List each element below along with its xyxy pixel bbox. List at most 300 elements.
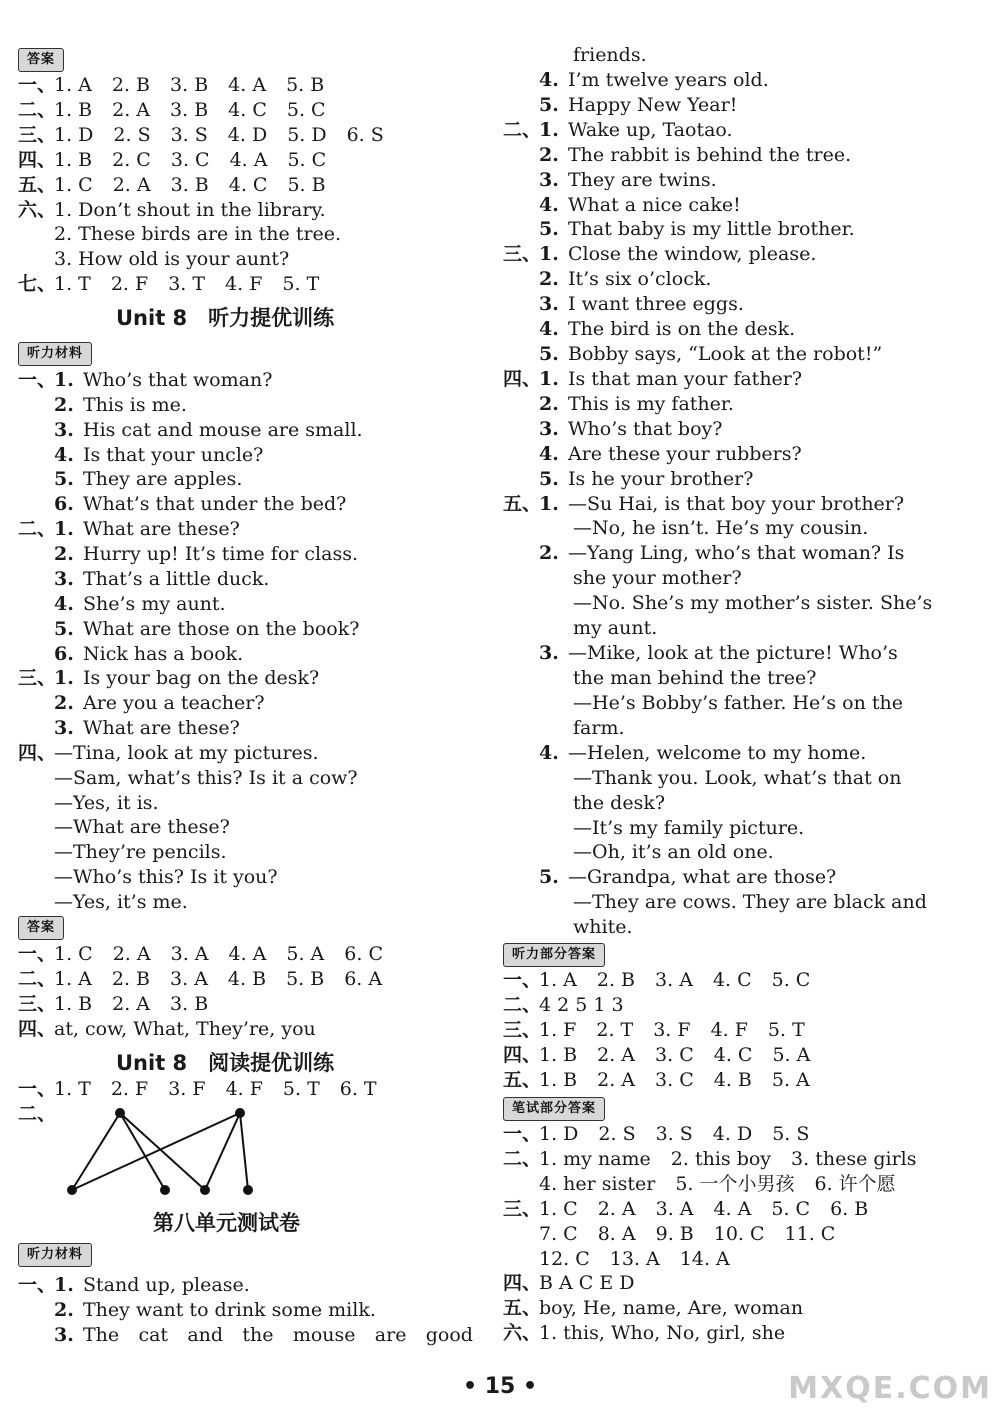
section-number: 一、 — [18, 369, 57, 391]
text-line — [573, 691, 903, 716]
item-text: Wake up, Taotao. — [568, 118, 733, 141]
section-number: 四、 — [503, 367, 542, 390]
section-number: 一、 — [18, 1274, 57, 1296]
item-text: I’m twelve years old. — [568, 68, 769, 91]
match-dot — [115, 1108, 125, 1118]
answer-row — [503, 1068, 830, 1093]
text-line — [18, 592, 226, 617]
answer-item: 5. T — [282, 273, 320, 296]
item-text: Is that man your father? — [568, 367, 803, 390]
text-line — [18, 418, 363, 443]
item-number: 5. — [54, 468, 74, 491]
section-number: 二、 — [503, 993, 542, 1016]
item-text: —Oh, it’s an old one. — [573, 841, 774, 864]
text-line — [54, 890, 188, 915]
watermark: MXQE.COM — [788, 1371, 992, 1406]
dialogue-line: —Sam, what’s this? Is it a cow? — [54, 766, 358, 789]
item-text: 2. These birds are in the tree. — [54, 223, 342, 246]
item-text: What a nice cake! — [568, 193, 741, 216]
item-text: That baby is my little brother. — [568, 218, 855, 241]
item-text: I want three eggs. — [568, 293, 744, 316]
text-line — [573, 591, 932, 616]
answer-item: 2. B — [596, 969, 636, 991]
item-number: 2. — [539, 542, 559, 565]
text-line — [503, 93, 737, 118]
item-number: 1. — [539, 367, 559, 390]
item-text: —No. She’s my mother’s sister. She’s — [573, 592, 933, 615]
answer-item: 6. A — [344, 967, 383, 990]
word: cat — [138, 1324, 169, 1346]
text-line — [54, 247, 289, 272]
section-number: 二、 — [18, 518, 57, 541]
text-line — [503, 641, 898, 666]
item-text: They are twins. — [568, 168, 717, 191]
answer-item: 4. B — [227, 967, 267, 990]
answer-item: 2. A — [597, 1197, 636, 1220]
answer-item: 6. C — [344, 943, 383, 965]
section-number: 一、 — [18, 1078, 57, 1100]
section-number: 三、 — [503, 243, 542, 266]
section-number: 一、 — [18, 943, 57, 965]
text-line — [54, 1323, 473, 1348]
answer-row — [503, 993, 644, 1018]
answer-item: 5. A — [771, 1068, 810, 1091]
dialogue-line: —What are these? — [54, 816, 230, 839]
answer-item: B A C E D — [539, 1272, 635, 1295]
text-line — [18, 741, 319, 766]
match-dot — [200, 1185, 210, 1195]
answer-item: 3. S — [655, 1123, 693, 1145]
section-number: 一、 — [18, 74, 57, 96]
item-text: —Grandpa, what are those? — [568, 866, 837, 889]
answer-item: 3. A — [655, 1197, 694, 1220]
item-text: This is me. — [83, 393, 187, 416]
item-text: Who’s that boy? — [568, 417, 723, 440]
section-number: 四、 — [503, 1043, 542, 1066]
answer-item: 4. A — [228, 943, 267, 965]
answer-item: 2. C — [112, 148, 151, 171]
answer-item: 1. B — [54, 992, 93, 1015]
text-line — [18, 1273, 250, 1298]
answer-item: 5. C — [286, 98, 326, 121]
text-line — [54, 840, 227, 865]
section-tag: 听力材料 — [18, 1243, 92, 1267]
answer-item: 1. A — [54, 967, 92, 990]
item-text: They want to drink some milk. — [83, 1299, 376, 1321]
text-line — [503, 143, 851, 168]
item-number: 4. — [539, 318, 559, 341]
text-line — [18, 1017, 316, 1042]
item-number: 4. — [54, 443, 74, 466]
answer-item: 1. D — [54, 123, 94, 146]
answer-item: 11. C — [784, 1222, 836, 1245]
answer-item: 1. B — [54, 98, 93, 121]
text-line — [503, 193, 741, 218]
item-number: 2. — [539, 143, 559, 166]
item-number: 5. — [539, 866, 559, 889]
answer-item: 6. 许个愿 — [814, 1172, 896, 1195]
answer-item: 5. A — [286, 943, 325, 965]
answer-row — [503, 1147, 937, 1172]
match-line — [240, 1113, 248, 1190]
item-text: The rabbit is behind the tree. — [568, 143, 852, 166]
item-number: 1. — [54, 1274, 74, 1296]
answer-item: 3. A — [655, 969, 693, 991]
section-number: 五、 — [503, 492, 542, 515]
text-line — [503, 292, 744, 317]
section-number: 三、 — [503, 1018, 542, 1041]
item-number: 3. — [54, 1324, 74, 1346]
item-text: white. — [573, 916, 633, 939]
text-line — [18, 642, 243, 667]
answer-item: 1. B — [54, 148, 93, 171]
text-line — [18, 393, 187, 418]
item-text: Bobby says, “Look at the robot!” — [568, 343, 883, 366]
item-number: 4. — [539, 442, 559, 465]
answer-item: 6. T — [339, 1078, 377, 1100]
text-line — [54, 791, 159, 816]
answer-item: 3. B — [170, 98, 209, 121]
item-text: Close the window, please. — [568, 243, 817, 266]
text-line — [503, 865, 836, 890]
answer-item: 2. A — [112, 992, 151, 1015]
answer-item: 5. A — [772, 1043, 811, 1066]
matching-diagram — [60, 1105, 260, 1195]
answer-item: 2. A — [112, 943, 151, 965]
item-text: Happy New Year! — [568, 93, 738, 116]
section-number: 七、 — [18, 273, 57, 296]
text-line — [18, 1102, 57, 1127]
text-line — [18, 467, 242, 492]
answer-row — [503, 968, 830, 993]
answer-item: 4. C — [713, 1043, 753, 1066]
item-number: 2. — [539, 268, 559, 291]
text-line — [503, 168, 717, 193]
text-line — [503, 118, 733, 143]
section-tag: 听力部分答案 — [503, 943, 605, 967]
answer-row — [18, 992, 228, 1017]
item-text: —Yang Ling, who’s that woman? Is — [568, 542, 905, 565]
text-line — [503, 492, 904, 517]
answer-row — [18, 942, 403, 967]
section-number: 三、 — [18, 123, 57, 146]
answer-item: 5. B — [286, 967, 325, 990]
section-heading: Unit 8 阅读提优训练 — [116, 1051, 335, 1075]
answer-item: 2. this boy — [670, 1147, 772, 1170]
text-line — [503, 392, 734, 417]
section-number: 三、 — [18, 992, 57, 1015]
answer-item: 2. A — [597, 1068, 636, 1091]
answer-row — [18, 148, 346, 173]
item-number: 2. — [54, 692, 74, 715]
answer-item: 5. 一个小男孩 — [675, 1172, 795, 1195]
section-number: 四、 — [503, 1272, 542, 1295]
text-line — [503, 68, 769, 93]
answer-item: 4. C — [712, 969, 752, 991]
item-text: friends. — [573, 44, 647, 66]
item-text: Nick has a book. — [83, 642, 244, 665]
item-text: Who’s that woman? — [83, 369, 273, 391]
dialogue-line: —They’re pencils. — [54, 841, 227, 864]
answer-item: boy, He, name, Are, woman — [539, 1297, 804, 1320]
answer-row — [503, 1018, 825, 1043]
page-number: • 15 • — [462, 1374, 538, 1399]
answer-item: 1. my name — [539, 1147, 651, 1170]
item-text: —Su Hai, is that boy your brother? — [568, 492, 905, 515]
text-line — [54, 865, 278, 890]
answer-item: 14. A — [679, 1247, 730, 1270]
item-text: Is your bag on the desk? — [83, 667, 320, 690]
item-number: 2. — [54, 1299, 74, 1321]
text-line — [54, 815, 230, 840]
item-number: 5. — [539, 343, 559, 366]
section-number: 三、 — [18, 667, 57, 690]
item-text: Are these your rubbers? — [568, 442, 802, 465]
match-line — [120, 1113, 205, 1190]
item-text: —It’s my family picture. — [573, 816, 805, 839]
text-line — [573, 766, 901, 791]
answer-item: 12. C — [539, 1247, 590, 1270]
word: good — [425, 1324, 473, 1346]
item-text: 1. Don’t shout in the library. — [54, 198, 326, 221]
item-text: They are apples. — [83, 468, 243, 491]
item-text: —No, he isn’t. He’s my cousin. — [573, 517, 869, 540]
answer-item: 3. A — [170, 943, 209, 965]
match-dot — [160, 1185, 170, 1195]
item-number: 3. — [539, 293, 559, 316]
text-line — [573, 616, 657, 641]
section-number: 四、 — [18, 742, 57, 765]
match-line — [72, 1113, 240, 1190]
item-number: 5. — [539, 467, 559, 490]
answer-item: 10. C — [713, 1222, 765, 1245]
answer-row — [503, 1043, 830, 1068]
item-number: 2. — [539, 392, 559, 415]
item-text: —Helen, welcome to my home. — [568, 741, 867, 764]
answer-row — [18, 98, 346, 123]
item-text: at, cow, What, They’re, you — [54, 1017, 316, 1040]
item-text: What are these? — [83, 717, 240, 740]
text-line — [18, 691, 265, 716]
dialogue-line: —Yes, it’s me. — [54, 890, 188, 913]
item-number: 1. — [539, 492, 559, 515]
dialogue-line: —Tina, look at my pictures. — [54, 742, 319, 765]
section-number: 五、 — [503, 1068, 542, 1091]
item-text: —They are cows. They are black and — [573, 891, 927, 914]
answer-item: 1. this, Who, No, girl, she — [539, 1322, 786, 1345]
answer-item: 5. C — [771, 969, 811, 991]
answer-item: 2. A — [112, 98, 151, 121]
item-text — [83, 1323, 473, 1347]
section-number: 三、 — [503, 1197, 542, 1220]
answer-row — [18, 73, 344, 98]
text-line — [503, 217, 855, 242]
section-number: 二、 — [18, 1103, 57, 1125]
item-text: What’s that under the bed? — [83, 493, 347, 516]
answer-item: 4. A — [713, 1197, 752, 1220]
answer-item: 3. F — [653, 1018, 691, 1041]
section-number: 四、 — [18, 1017, 57, 1040]
text-line — [503, 267, 711, 292]
answer-item: 3. these girls — [791, 1147, 917, 1170]
item-text: the man behind the tree? — [573, 667, 817, 689]
section-number: 五、 — [503, 1297, 542, 1320]
text-line — [503, 741, 866, 766]
answer-item: 8. A — [597, 1222, 636, 1245]
item-number: 4. — [539, 193, 559, 216]
answer-row — [503, 1197, 888, 1222]
dialogue-line: —Who’s this? Is it you? — [54, 866, 278, 889]
text-line — [18, 443, 263, 468]
item-number: 6. — [54, 642, 74, 665]
answer-item: 2. S — [113, 123, 151, 146]
answer-item: 4. F — [225, 1078, 263, 1100]
answer-row — [503, 1321, 805, 1346]
item-number: 3. — [539, 642, 559, 665]
item-number: 1. — [539, 118, 559, 141]
section-number: 二、 — [503, 1147, 542, 1170]
section-number: 一、 — [503, 1123, 542, 1145]
text-line — [573, 816, 804, 841]
item-number: 4. — [539, 68, 559, 91]
text-line — [573, 915, 633, 940]
text-line — [18, 517, 240, 542]
answer-row — [18, 967, 402, 992]
answer-item: 2. A — [112, 173, 151, 196]
answer-item: 3. B — [170, 992, 209, 1015]
answer-item: 5. B — [287, 173, 326, 196]
text-line — [18, 617, 359, 642]
answer-item: 2. T — [596, 1018, 634, 1041]
answer-item: 3. B — [170, 74, 209, 96]
answer-item: 1. T — [54, 273, 91, 296]
text-line — [503, 367, 802, 392]
item-text: —He’s Bobby’s father. He’s on the — [573, 691, 903, 714]
answer-row — [539, 1222, 855, 1247]
section-tag: 答案 — [18, 48, 64, 72]
text-line — [573, 666, 816, 691]
text-line — [18, 1298, 376, 1323]
item-text: —Mike, look at the picture! Who’s — [568, 642, 898, 665]
answer-item: 2. F — [110, 273, 149, 296]
answer-item: 5. D — [287, 123, 327, 146]
answer-row — [18, 1077, 397, 1102]
section-number: 五、 — [18, 173, 57, 196]
answer-item: 6. S — [346, 123, 384, 146]
item-text: Is that your uncle? — [83, 443, 264, 466]
section-number: 二、 — [18, 967, 57, 990]
section-number: 一、 — [503, 969, 542, 991]
section-number: 二、 — [503, 118, 542, 141]
item-text: the desk? — [573, 791, 666, 814]
answer-row — [503, 1122, 829, 1147]
answer-item: 1. C — [54, 173, 93, 196]
answer-item: 4 2 5 1 3 — [539, 993, 624, 1016]
item-text: Stand up, please. — [83, 1274, 250, 1296]
text-line — [573, 840, 774, 865]
answer-item: 5. C — [287, 148, 327, 171]
answer-item: 3. C — [655, 1068, 694, 1091]
item-text: His cat and mouse are small. — [83, 418, 363, 441]
answer-item: 1. F — [539, 1018, 577, 1041]
item-number: 5. — [54, 617, 74, 640]
answer-item: 5. S — [772, 1123, 810, 1145]
item-number: 3. — [54, 418, 74, 441]
item-number: 6. — [54, 493, 74, 516]
answer-item: 3. C — [655, 1043, 694, 1066]
text-line — [18, 492, 346, 517]
text-line — [503, 242, 816, 267]
answer-item: 3. C — [170, 148, 210, 171]
section-number: 六、 — [18, 198, 57, 221]
item-number: 1. — [54, 369, 74, 391]
item-number: 4. — [539, 741, 559, 764]
answer-item: 1. B — [539, 1068, 578, 1091]
answer-item: 4. C — [228, 98, 267, 121]
text-line — [503, 317, 795, 342]
text-line — [18, 567, 269, 592]
answer-item: 2. S — [598, 1123, 636, 1145]
text-line — [573, 43, 647, 68]
item-text: The bird is on the desk. — [568, 318, 796, 341]
item-text: She’s my aunt. — [83, 592, 226, 615]
item-number: 3. — [539, 417, 559, 440]
match-dot — [67, 1185, 77, 1195]
answer-row — [539, 1172, 916, 1197]
match-dot — [243, 1185, 253, 1195]
item-number: 1. — [54, 667, 74, 690]
item-text: What are those on the book? — [83, 617, 360, 640]
answer-item: 4. F — [710, 1018, 748, 1041]
section-number: 二、 — [18, 98, 57, 121]
item-text: Is he your brother? — [568, 467, 754, 490]
answer-item: 3. S — [170, 123, 208, 146]
item-number: 3. — [54, 717, 74, 740]
answer-item: 1. D — [539, 1123, 579, 1145]
answer-item: 3. F — [168, 1078, 206, 1100]
text-line — [573, 890, 927, 915]
text-line — [573, 791, 665, 816]
item-text: Are you a teacher? — [83, 692, 265, 715]
answer-item: 4. her sister — [539, 1172, 656, 1195]
answer-item: 4. D — [712, 1123, 753, 1145]
answer-item: 1. B — [539, 1043, 578, 1066]
dialogue-line: —Yes, it is. — [54, 791, 159, 814]
text-line — [54, 766, 358, 791]
answer-item: 7. C — [539, 1222, 578, 1245]
text-line — [573, 716, 625, 741]
answer-item: 2. A — [597, 1043, 636, 1066]
answer-row — [18, 272, 339, 297]
item-number: 3. — [539, 168, 559, 191]
answer-item: 9. B — [655, 1222, 694, 1245]
item-number: 2. — [54, 393, 74, 416]
item-text: she your mother? — [573, 567, 742, 590]
answer-item: 1. A — [539, 969, 577, 991]
text-line — [18, 716, 240, 741]
item-text: That’s a little duck. — [83, 567, 270, 590]
answer-item: 2. B — [111, 967, 151, 990]
section-number: 四、 — [18, 148, 57, 171]
answer-item: 13. A — [609, 1247, 660, 1270]
text-line — [503, 442, 802, 467]
text-line — [18, 542, 358, 567]
answer-item: 5. B — [286, 74, 325, 96]
item-number: 5. — [539, 218, 559, 241]
answer-item: 1. A — [54, 74, 92, 96]
answer-item: 2. B — [111, 74, 151, 96]
item-number: 1. — [539, 243, 559, 266]
